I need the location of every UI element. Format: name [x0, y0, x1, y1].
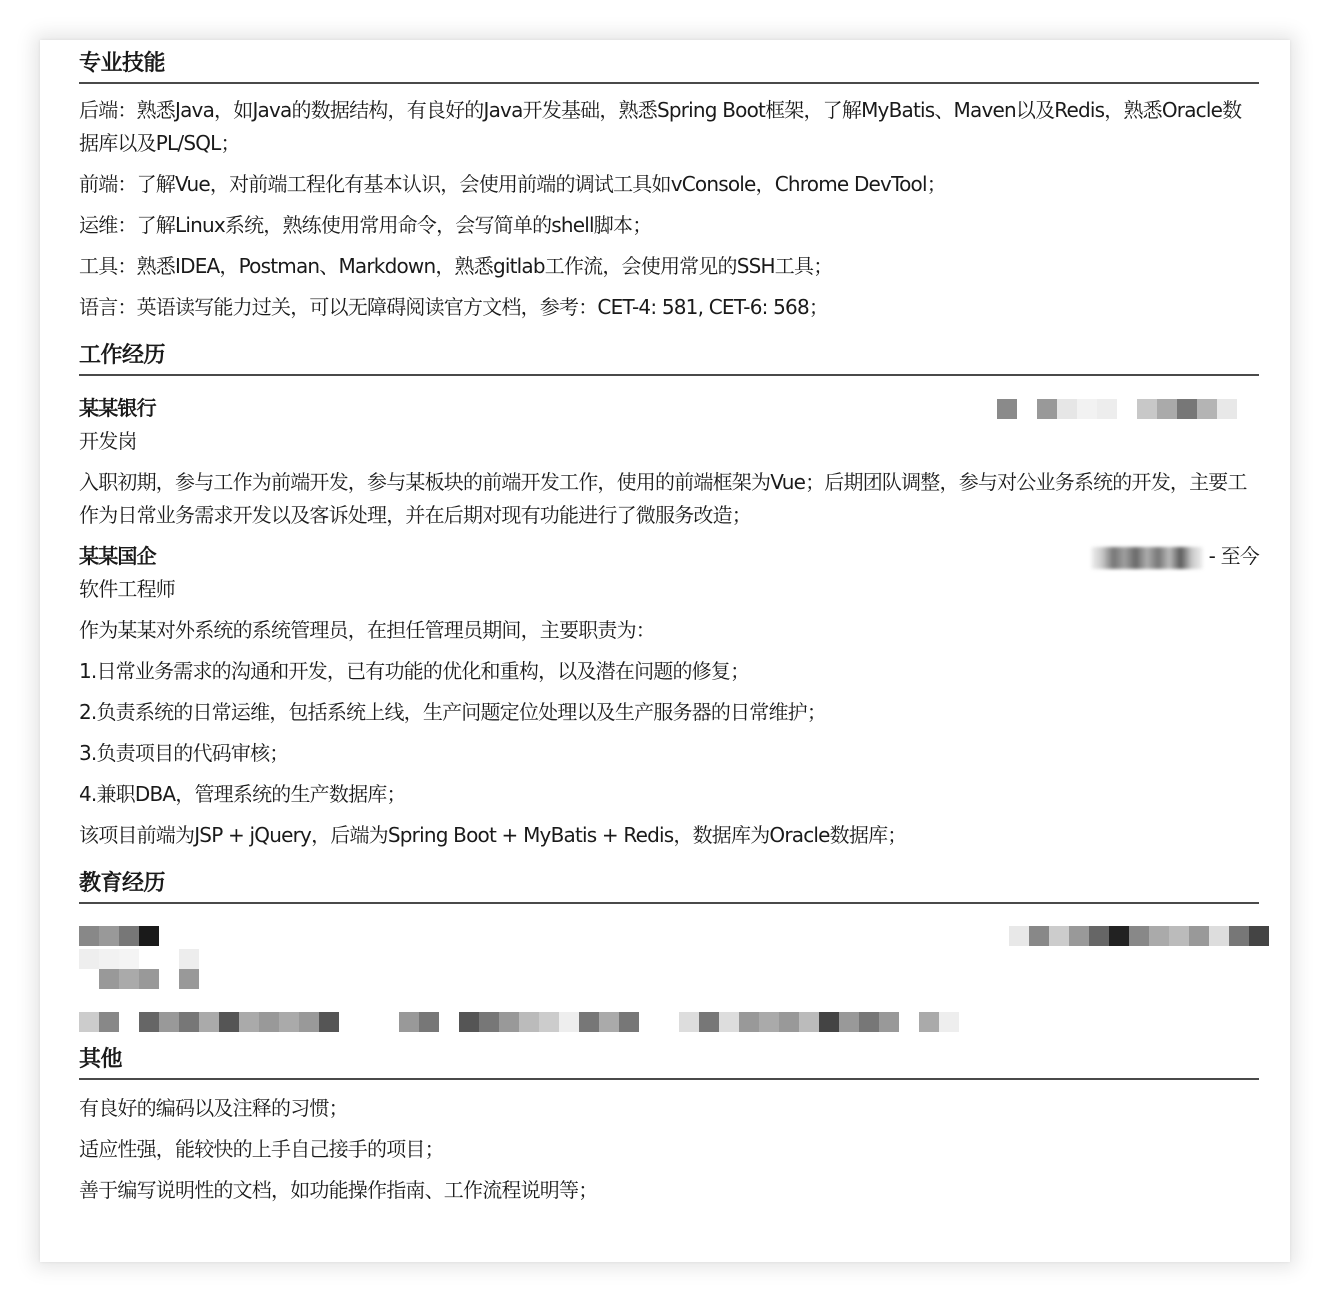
job-duty: 1.日常业务需求的沟通和开发，已有功能的优化和重构，以及潜在问题的修复； [79, 659, 750, 683]
job-company: 某某国企 [79, 544, 156, 568]
skill-frontend: 前端：了解Vue，对前端工程化有基本认识，会使用前端的调试工具如vConsole，Chrome DevTool； [79, 172, 946, 196]
skill-tools: 工具：熟悉IDEA，Postman、Markdown，熟悉gitlab工作流，会使用常见的SSH工具； [79, 254, 833, 278]
other-item: 有良好的编码以及注释的习惯； [79, 1096, 348, 1120]
job-tech-stack: 该项目前端为JSP + jQuery，后端为Spring Boot + MyBatis + Redis，数据库为Oracle数据库； [79, 823, 907, 847]
period-suffix: - 至今 [1208, 544, 1259, 568]
section-title-other: 其他 [79, 1036, 1259, 1080]
skill-backend: 后端：熟悉Java，如Java的数据结构，有良好的Java开发基础，熟悉Spring Boot框架，了解MyBatis、Maven以及Redis，熟悉Oracle数据库以及PL/SQL； [79, 98, 1242, 155]
redacted-degree [79, 969, 199, 989]
job-entry [79, 540, 1259, 852]
redacted-period [997, 399, 1237, 419]
skill-ops: 运维：了解Linux系统，熟练使用常用命令，会写简单的shell脚本； [79, 213, 652, 237]
job-role: 软件工程师 [79, 577, 175, 601]
job-period [1091, 540, 1259, 573]
job-duty: 4.兼职DBA，管理系统的生产数据库； [79, 782, 406, 806]
section-title-education: 教育经历 [79, 860, 1259, 904]
other-list [79, 1080, 1259, 1207]
section-title-skills: 专业技能 [79, 40, 1259, 84]
other-item: 善于编写说明性的文档，如功能操作指南、工作流程说明等； [79, 1178, 598, 1202]
other-item: 适应性强，能较快的上手自己接手的项目； [79, 1137, 444, 1161]
job-duty: 2.负责系统的日常运维，包括系统上线，生产问题定位处理以及生产服务器的日常维护； [79, 700, 827, 724]
skills-list [79, 84, 1259, 324]
education-redacted [79, 904, 1259, 1036]
resume-page [40, 40, 1290, 1262]
section-title-work: 工作经历 [79, 332, 1259, 376]
job-intro: 作为某某对外系统的系统管理员，在担任管理员期间，主要职责为： [79, 618, 655, 642]
job-company: 某某银行 [79, 396, 156, 420]
job-role: 开发岗 [79, 429, 137, 453]
skill-language: 语言：英语读写能力过关，可以无障碍阅读官方文档，参考：CET-4: 581, CET-6: 568； [79, 295, 829, 319]
job-header [79, 392, 1259, 425]
job-duty: 3.负责项目的代码审核； [79, 741, 289, 765]
redacted-dates [1009, 926, 1269, 946]
job-description: 入职初期，参与工作为前端开发，参与某板块的前端开发工作，使用的前端框架为Vue；后期团队调整，参与对公业务系统的开发，主要工作为日常业务需求开发以及客诉处理，并在后期对现有功能进行了微服务改造； [79, 470, 1247, 527]
redacted-school [79, 926, 159, 946]
redacted-courses [79, 1012, 959, 1032]
job-header [79, 540, 1259, 573]
redacted-major [79, 949, 199, 969]
job-entry [79, 392, 1259, 532]
resume-content [79, 40, 1259, 1207]
redacted-date [1091, 547, 1203, 569]
